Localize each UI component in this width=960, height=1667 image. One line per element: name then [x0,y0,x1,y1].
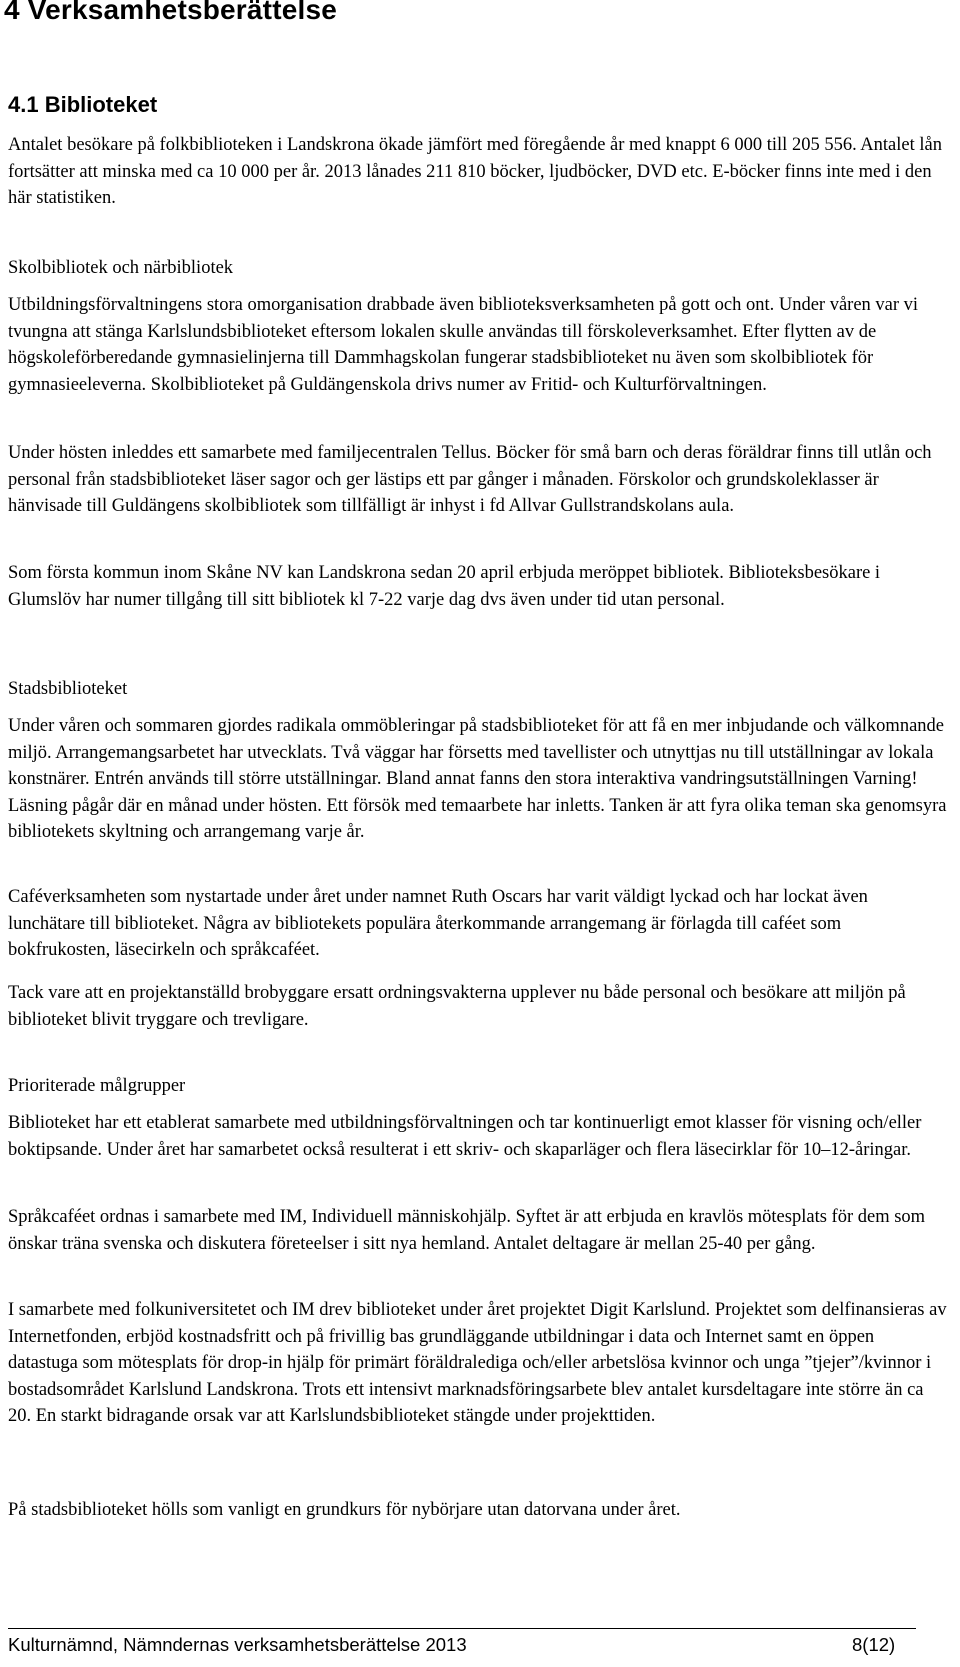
intro-paragraph: Antalet besökare på folkbiblioteken i Landskrona ökade jämfört med föregående år med knappt 6 000 till 205 556. Antalet lån fortsätter att minska med ca 10 000 per år. 2013 lånades 211 810 böcker, ljudböcker, DVD etc. E-böcker finns inte med i den här statistiken. [8,135,942,208]
subsection-body-stadsbiblioteket [8,884,948,964]
subsection-body-prioriterade [8,1497,948,1524]
subsection-body-prioriterade [8,1204,948,1257]
paragraph: Under hösten inleddes ett samarbete med familjecentralen Tellus. Böcker för små barn och deras föräldrar finns till utlån och personal från stadsbiblioteket läser sagor och ger lästips ett par gånger i månaden. Förskolor och grundskoleklasser är hänvisade till Guldängens skolbibliotek som tillfälligt är inhyst i fd Allvar Gullstrandskolans aula. [8,443,932,516]
paragraph: I samarbete med folkuniversitetet och IM drev biblioteket under året projektet Digit Karlslund. Projektet som delfinansieras av Internetfonden, erbjöd kostnadsfritt och på frivillig bas grundläggande utbildningar i data och Internet samt en öppen datastuga som mötesplats för drop-in hjälp för primärt föräldralediga och/eller arbetslösa kvinnor och unga ”tjejer”/kvinnor i bostadsområdet Karlslund Landskrona. Trots ett intensivt marknadsföringsarbete blev antalet kursdeltagare inte större än ca 20. En starkt bidragande orsak var att Karlslundsbiblioteket stängde under projekttiden. [8,1300,947,1426]
chapter-heading: 4 Verksamhetsberättelse [4,0,338,25]
subsection-body-skolbibliotek [8,292,948,398]
subsection-title-prioriterade: Prioriterade målgrupper [8,1076,186,1096]
subsection-body-prioriterade [8,1110,948,1163]
subsection-body-prioriterade [8,1297,948,1430]
paragraph: Biblioteket har ett etablerat samarbete med utbildningsförvaltningen och tar kontinuerligt emot klasser för visning och/eller boktipsande. Under året har samarbetet också resulterat i ett skriv- och skaparläger och flera läsecirklar för 10–12-åringar. [8,1113,922,1160]
section-heading: 4.1 Biblioteket [8,92,158,117]
paragraph: Under våren och sommaren gjordes radikala ommöbleringar på stadsbiblioteket för att få en mer inbjudande och välkomnande miljö. Arrangemangsarbetet har utvecklats. Två väggar har försetts med tavellister och utnyttjas nu till utställningar av lokala konstnärer. Entrén används till större utställningar. Bland annat fanns den stora interaktiva vandringsutställningen Varning! Läsning pågår där en månad under hösten. Ett försök med temaarbete har inletts. Tanken är att fyra olika teman ska genomsyra bibliotekets skyltning och arrangemang varje år. [8,716,947,842]
intro-block [8,132,948,212]
paragraph: Språkcaféet ordnas i samarbete med IM, Individuell människohjälp. Syftet är att erbjuda en kravlös mötesplats för dem som önskar träna svenska och diskutera företeelser i sitt nya hemland. Antalet deltagare är mellan 25-40 per gång. [8,1207,926,1254]
subsection-title-stadsbiblioteket: Stadsbiblioteket [8,679,128,699]
subsection-body-skolbibliotek [8,560,948,613]
paragraph: Tack vare att en projektanställd brobyggare ersatt ordningsvakterna upplever nu både personal och besökare att miljön på biblioteket blivit tryggare och trevligare. [8,983,906,1030]
paragraph: Som första kommun inom Skåne NV kan Landskrona sedan 20 april erbjuda meröppet bibliotek. Biblioteksbesökare i Glumslöv har numer tillgång till sitt bibliotek kl 7-22 varje dag dvs även under tid utan personal. [8,563,881,610]
paragraph: Utbildningsförvaltningens stora omorganisation drabbade även biblioteksverksamheten på gott och ont. Under våren var vi tvungna att stänga Karlslundsbiblioteket eftersom lokalen skulle användas till förskoleverksamhet. Efter flytten av de högskoleförberedande gymnasielinjerna till Dammhagskolan fungerar stadsbiblioteket nu även som skolbibliotek för gymnasieeleverna. Skolbiblioteket på Guldängenskola drivs numer av Fritid- och Kulturförvaltningen. [8,295,919,395]
subsection-body-stadsbiblioteket [8,980,948,1033]
page-number: 8(12) [852,1634,896,1655]
paragraph: Caféverksamheten som nystartade under året under namnet Ruth Oscars har varit väldigt lyckad och har lockat även lunchätare till biblioteket. Några av bibliotekets populära återkommande arrangemang är förlagda till caféet som bokfrukosten, läsecirkeln och språkcaféet. [8,887,868,960]
footer-divider [8,1628,916,1629]
paragraph: På stadsbiblioteket hölls som vanligt en grundkurs för nybörjare utan datorvana under året. [8,1500,681,1520]
footer-title: Kulturnämnd, Nämndernas verksamhetsberättelse 2013 [8,1634,467,1655]
subsection-body-skolbibliotek [8,440,948,520]
subsection-body-stadsbiblioteket [8,713,948,846]
subsection-title-skolbibliotek: Skolbibliotek och närbibliotek [8,258,234,278]
